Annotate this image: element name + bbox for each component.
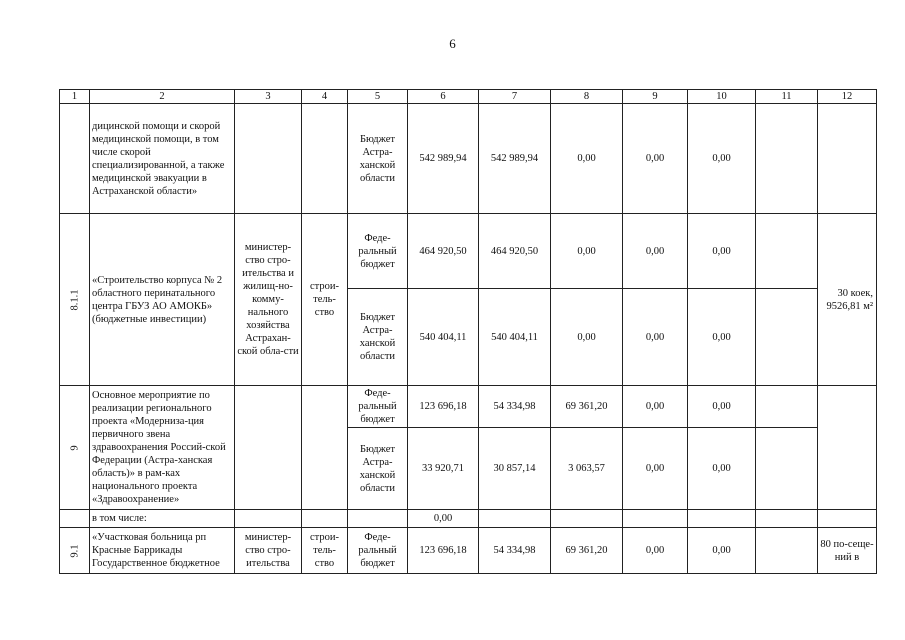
table-row — [60, 510, 877, 528]
value-cell — [756, 104, 818, 214]
result-cell — [818, 386, 877, 510]
value-cell — [756, 528, 818, 574]
value-cell: 0,00 — [551, 289, 623, 386]
value-cell — [756, 428, 818, 510]
table-row — [60, 386, 877, 428]
value-cell — [756, 386, 818, 428]
value-cell — [623, 510, 688, 528]
program-table — [59, 89, 877, 574]
source-cell: Бюджет Астра-ханской области — [348, 428, 408, 510]
value-cell: 0,00 — [688, 428, 756, 510]
value-cell: 0,00 — [688, 104, 756, 214]
name-cell: в том числе: — [90, 510, 235, 528]
header-cell: 6 — [408, 90, 479, 104]
executor-cell — [235, 386, 302, 510]
table-row — [60, 528, 877, 574]
executor-cell: министер-ство стро-ительства и жилищ-но-комму-нального хозяйства Астрахан-ской обла-сти — [235, 214, 302, 386]
value-cell: 54 334,98 — [479, 386, 551, 428]
header-cell: 5 — [348, 90, 408, 104]
value-cell: 0,00 — [688, 214, 756, 289]
value-cell: 464 920,50 — [408, 214, 479, 289]
source-cell: Феде-ральный бюджет — [348, 386, 408, 428]
value-cell: 542 989,94 — [408, 104, 479, 214]
type-cell: строи-тель-ство — [302, 528, 348, 574]
name-cell: Основное мероприятие по реализации регионального проекта «Модерниза-ция первичного звена здравоохранения Россий-ской Федерации (Астра-ханская область)» в рам-ках национального проекта «Здравоохранение» — [90, 386, 235, 510]
code-cell: 8.1.1 — [60, 214, 90, 386]
value-cell: 0,00 — [688, 289, 756, 386]
value-cell: 0,00 — [623, 428, 688, 510]
result-cell — [818, 510, 877, 528]
value-cell: 69 361,20 — [551, 386, 623, 428]
value-cell: 0,00 — [623, 386, 688, 428]
value-cell: 0,00 — [688, 386, 756, 428]
type-cell — [302, 386, 348, 510]
executor-cell — [235, 510, 302, 528]
page-number: 6 — [449, 36, 456, 51]
header-cell: 1 — [60, 90, 90, 104]
value-cell — [688, 510, 756, 528]
header-cell: 4 — [302, 90, 348, 104]
type-cell — [302, 510, 348, 528]
name-cell: дицинской помощи и скорой медицинской помощи, в том числе скорой специализированной, а также медицинской эвакуации в Астраханской области» — [90, 104, 235, 214]
table-row — [60, 214, 877, 289]
executor-cell: министер-ство стро-ительства — [235, 528, 302, 574]
value-cell: 123 696,18 — [408, 528, 479, 574]
header-row — [60, 90, 877, 104]
value-cell — [551, 510, 623, 528]
code-cell — [60, 104, 90, 214]
header-cell: 2 — [90, 90, 235, 104]
result-cell: 80 по-сеще-ний в — [818, 528, 877, 574]
header-cell: 3 — [235, 90, 302, 104]
value-cell — [756, 289, 818, 386]
value-cell: 0,00 — [623, 289, 688, 386]
source-cell: Бюджет Астра-ханской области — [348, 289, 408, 386]
value-cell: 540 404,11 — [408, 289, 479, 386]
value-cell: 0,00 — [623, 214, 688, 289]
value-cell: 33 920,71 — [408, 428, 479, 510]
value-cell: 0,00 — [551, 104, 623, 214]
value-cell: 54 334,98 — [479, 528, 551, 574]
value-cell: 540 404,11 — [479, 289, 551, 386]
value-cell: 30 857,14 — [479, 428, 551, 510]
result-cell — [818, 104, 877, 214]
result-cell: 30 коек, 9526,81 м² — [818, 214, 877, 386]
header-cell: 12 — [818, 90, 877, 104]
header-cell: 10 — [688, 90, 756, 104]
value-cell: 0,00 — [408, 510, 479, 528]
header-cell: 7 — [479, 90, 551, 104]
value-cell: 464 920,50 — [479, 214, 551, 289]
type-cell: строи-тель-ство — [302, 214, 348, 386]
code-cell: 9.1 — [60, 528, 90, 574]
source-cell: Феде-ральный бюджет — [348, 214, 408, 289]
value-cell: 0,00 — [623, 528, 688, 574]
value-cell: 0,00 — [688, 528, 756, 574]
value-cell — [479, 510, 551, 528]
value-cell — [756, 214, 818, 289]
code-cell — [60, 510, 90, 528]
header-cell: 8 — [551, 90, 623, 104]
header-cell: 11 — [756, 90, 818, 104]
executor-cell — [235, 104, 302, 214]
value-cell: 0,00 — [551, 214, 623, 289]
header-cell: 9 — [623, 90, 688, 104]
source-cell: Феде-ральный бюджет — [348, 528, 408, 574]
value-cell: 0,00 — [623, 104, 688, 214]
source-cell — [348, 510, 408, 528]
value-cell: 3 063,57 — [551, 428, 623, 510]
name-cell: «Строительство корпуса № 2 областного перинатального центра ГБУЗ АО АМОКБ» (бюджетные инвестиции) — [90, 214, 235, 386]
name-cell: «Участковая больница рп Красные Баррикады Государственное бюджетное — [90, 528, 235, 574]
type-cell — [302, 104, 348, 214]
value-cell: 542 989,94 — [479, 104, 551, 214]
value-cell: 123 696,18 — [408, 386, 479, 428]
source-cell: Бюджет Астра-ханской области — [348, 104, 408, 214]
value-cell: 69 361,20 — [551, 528, 623, 574]
code-cell: 9 — [60, 386, 90, 510]
table-row — [60, 104, 877, 214]
value-cell — [756, 510, 818, 528]
